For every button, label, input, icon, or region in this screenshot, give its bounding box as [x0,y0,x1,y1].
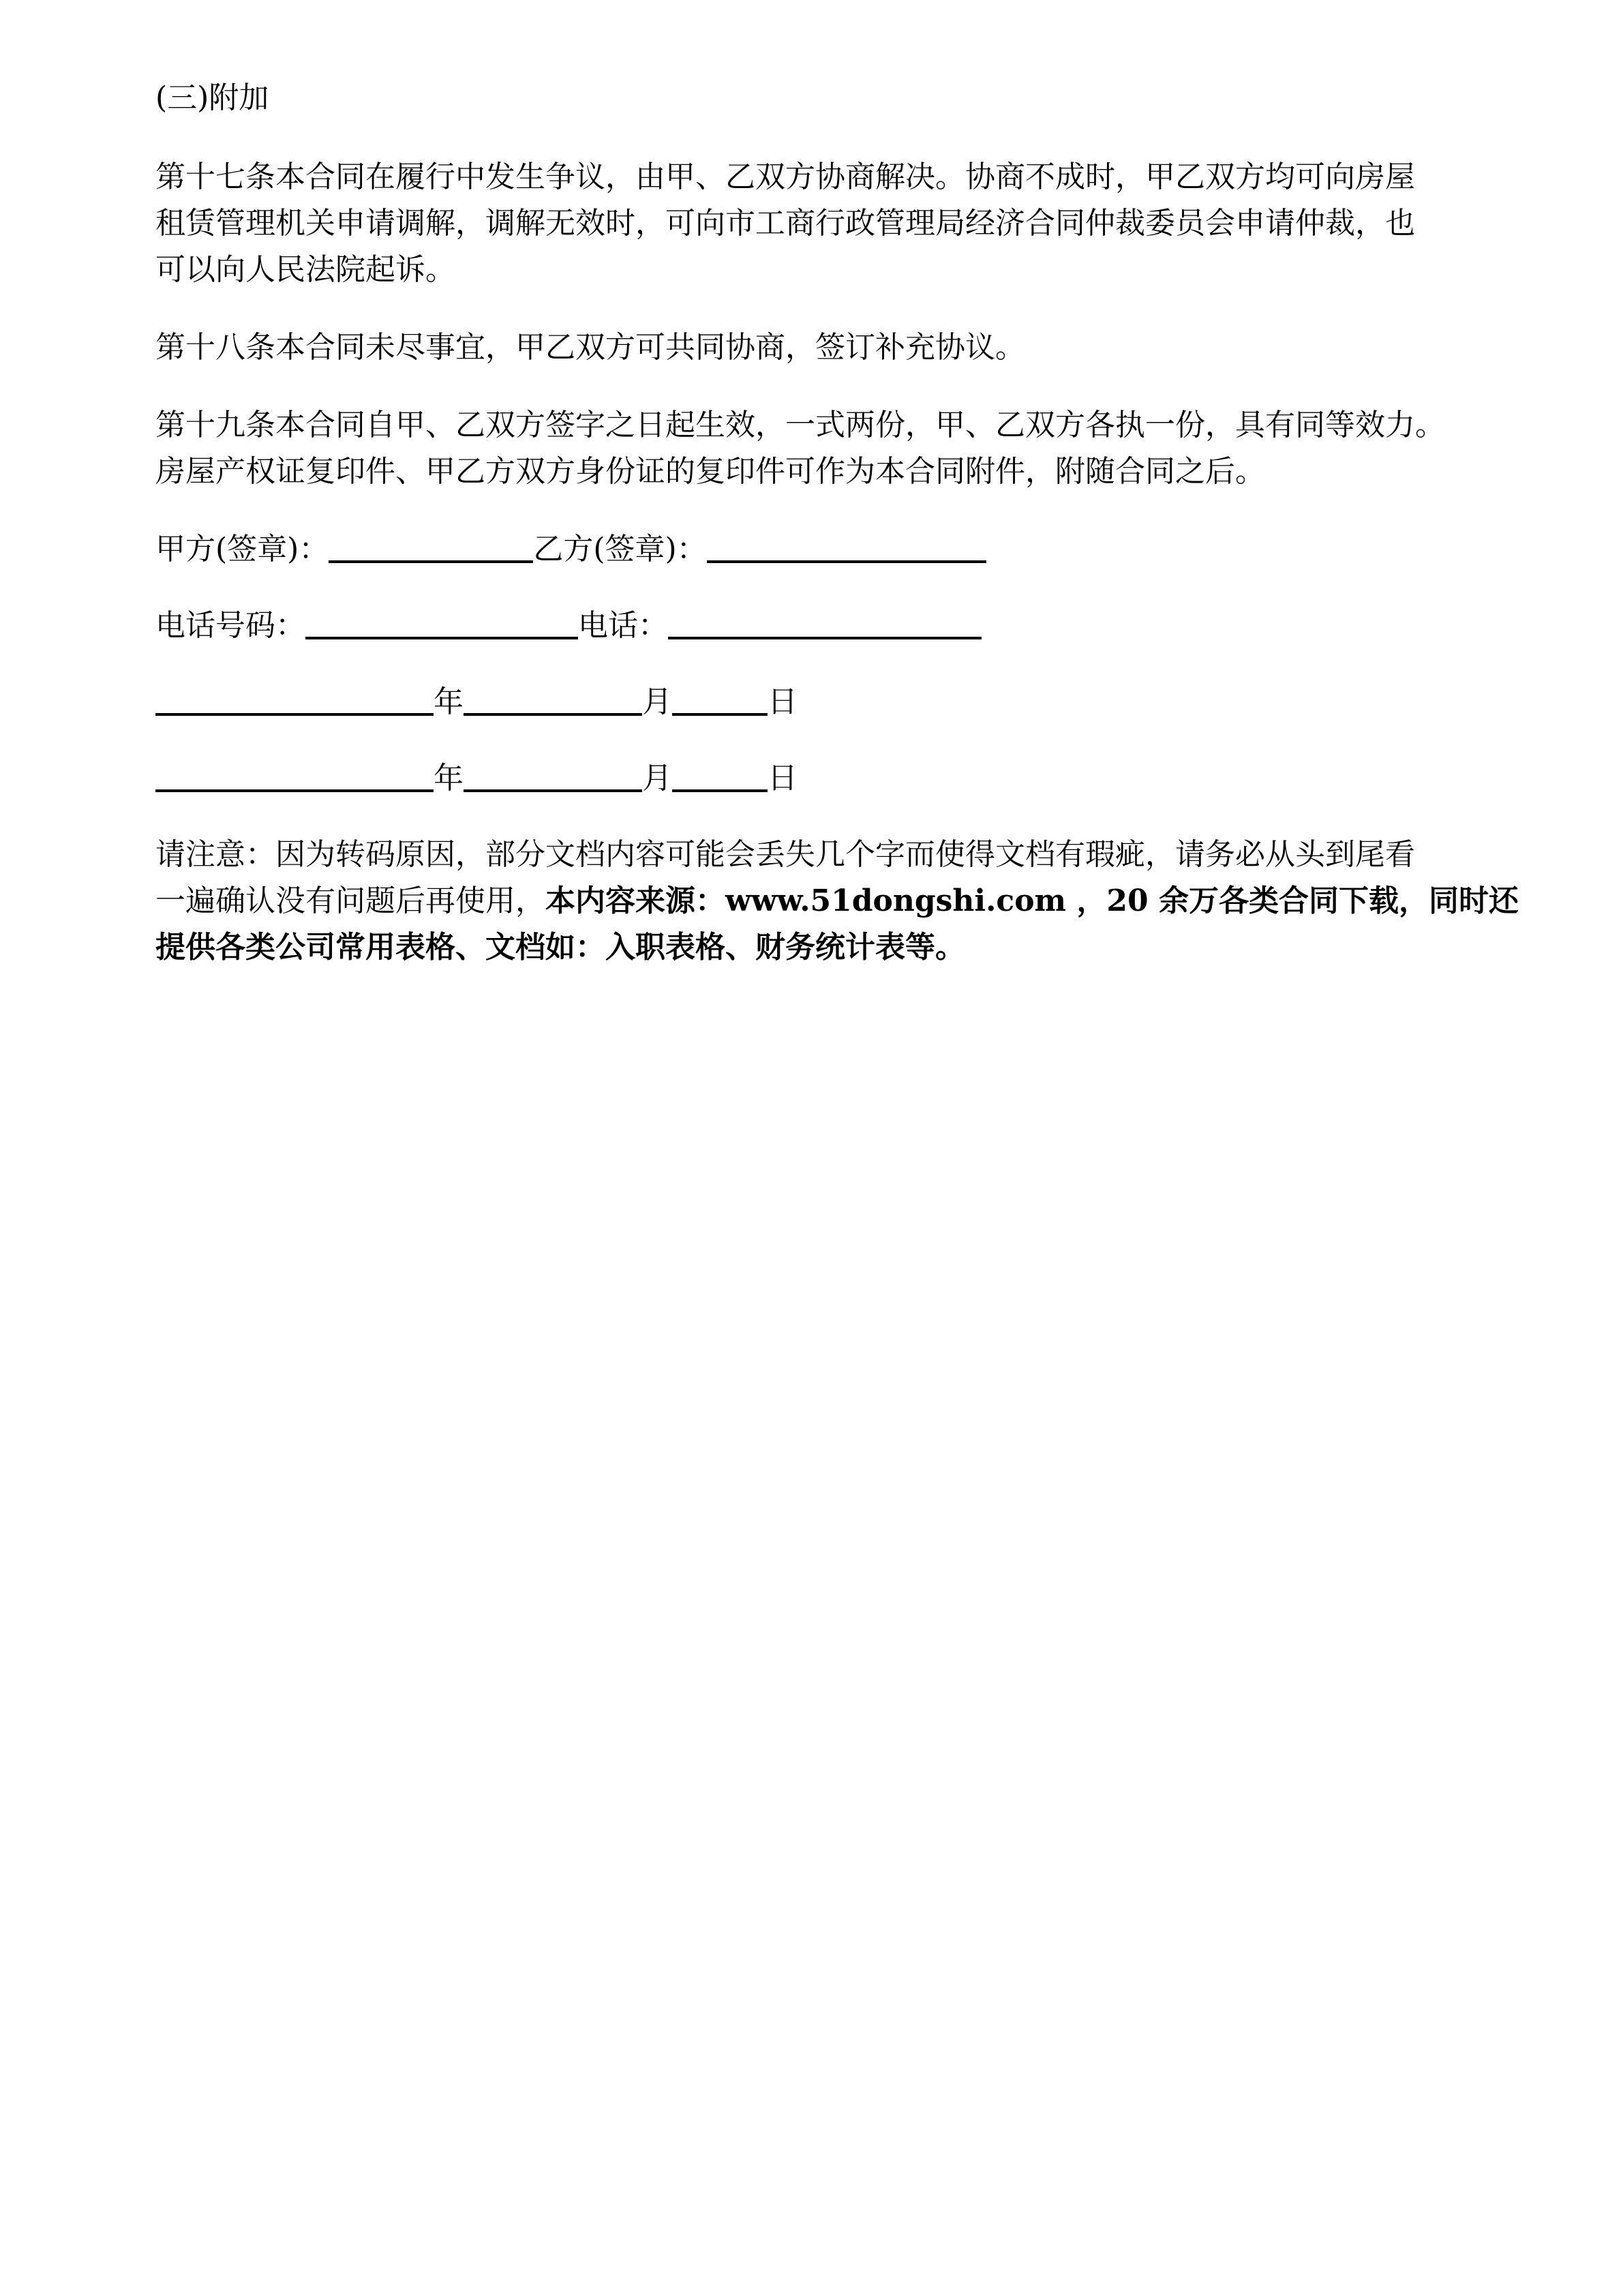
notice-line-2-normal: 一遍确认没有问题后再使用， [155,883,545,918]
article-17-line-3: 可以向人民法院起诉。 [155,252,455,287]
article-18-text: 第十八条本合同未尽事宜，甲乙双方可共同协商，签订补充协议。 [155,330,1025,365]
article-19-line-2: 房屋产权证复印件、甲乙方双方身份证的复印件可作为本合同附件，附随合同之后。 [155,454,1265,489]
party-b-label: 乙方(签章)： [533,532,707,567]
year-blank-1[interactable] [155,682,434,716]
day-blank-2[interactable] [672,758,768,792]
article-17-line-1: 第十七条本合同在履行中发生争议，由甲、乙双方协商解决。协商不成时，甲乙双方均可向房屋 [155,160,1415,194]
phone-label: 电话号码： [155,608,305,643]
article-17 [155,154,1560,293]
article-18 [155,324,1560,371]
notice-line-1: 请注意：因为转码原因，部分文档内容可能会丢失几个字而使得文档有瑕疵，请务必从头到尾看 [155,837,1415,872]
article-19 [155,402,1560,495]
day-label-2: 日 [768,761,798,796]
phone-blank[interactable] [305,605,578,639]
month-label-2: 月 [642,761,672,796]
conversion-notice [155,832,1560,971]
party-a-label: 甲方(签章)： [155,532,329,567]
phone2-blank[interactable] [668,605,982,639]
party-a-signature-blank[interactable] [329,529,533,563]
date-row-2 [155,755,1560,803]
phone-row [155,603,1560,650]
document-body [155,75,1560,1002]
day-label-1: 日 [768,684,798,719]
signature-row [155,526,1560,574]
day-blank-1[interactable] [672,682,768,716]
phone2-label: 电话： [578,608,668,643]
year-label-1: 年 [434,684,464,719]
year-blank-2[interactable] [155,758,434,792]
month-blank-2[interactable] [464,758,642,792]
notice-source-link: 本内容来源：www.51dongshi.com ，20 余万各类合同下载，同时还 [545,883,1519,918]
notice-line-3: 提供各类公司常用表格、文档如：入职表格、财务统计表等。 [155,930,965,965]
party-b-signature-blank[interactable] [707,529,986,563]
year-label-2: 年 [434,761,464,796]
month-label-1: 月 [642,684,672,719]
month-blank-1[interactable] [464,682,642,716]
article-19-line-1: 第十九条本合同自甲、乙双方签字之日起生效，一式两份，甲、乙双方各执一份，具有同等效力。 [155,408,1445,442]
section-heading: (三)附加 [155,80,269,115]
notice-line-2 [155,878,1560,924]
article-17-line-2: 租赁管理机关申请调解，调解无效时，可向市工商行政管理局经济合同仲裁委员会申请仲裁，也 [155,206,1415,241]
date-row-1 [155,679,1560,727]
